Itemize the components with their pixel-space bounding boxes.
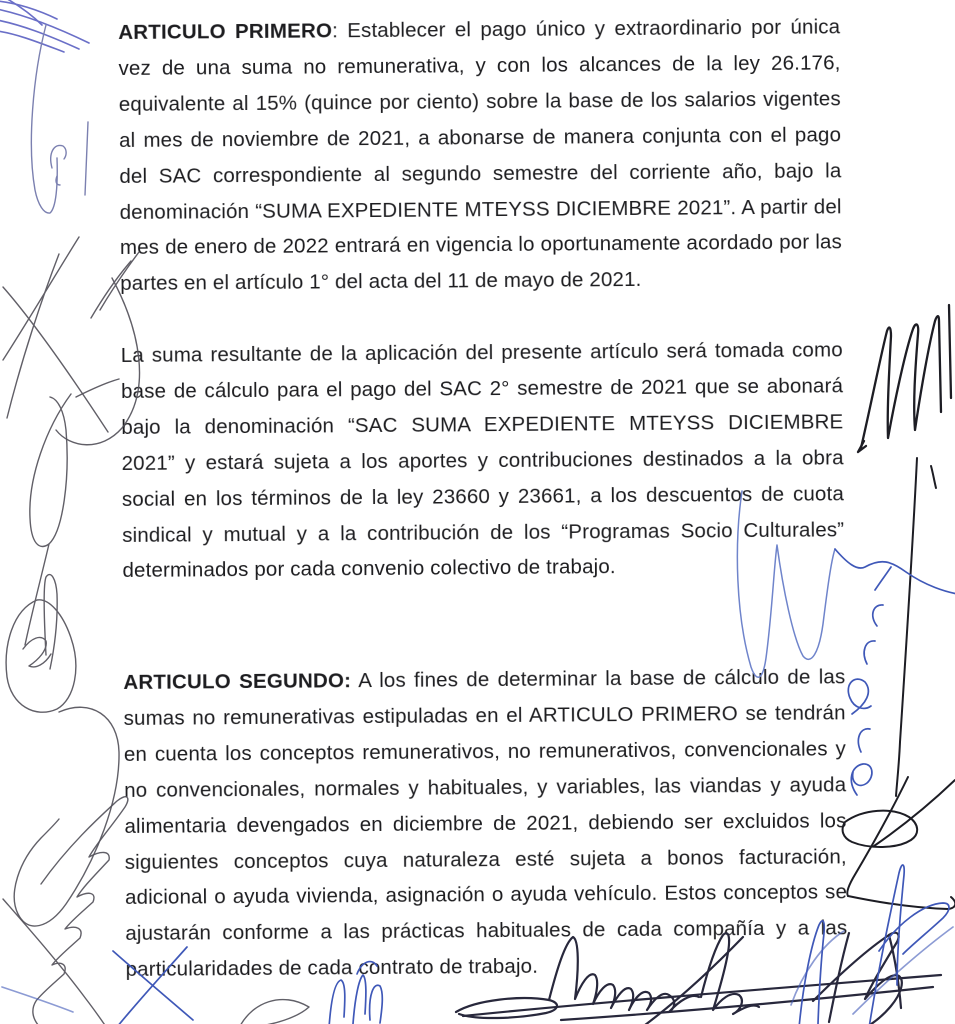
paragraph-two-body: La suma resultante de la aplicación del presente artículo será tomada como base de cálculo para el pago del SAC 2° semestre de 2021 que se abonará bajo la denominación “SAC SUMA EXPEDIENTE MTEYSS DICIEMBRE 2021” y estará sujeta a los aportes y contribuciones destinados a la obra social en los términos de la ley 23660 y 23661, a los descuentos de cuota sindical y mutual y a la contribución de los “Programas Socio Culturales” determinados por cada convenio colectivo de trabajo. — [120, 338, 845, 583]
signature-flourish-right — [843, 458, 955, 909]
signature-black-right-upper — [858, 305, 951, 452]
signature-scribble-left-upper — [31, 25, 88, 213]
article-segundo-heading: ARTICULO SEGUNDO: — [123, 669, 352, 694]
document-body-text — [118, 0, 848, 1024]
signature-scribble-left-mid — [3, 237, 140, 445]
article-primero-heading: ARTICULO PRIMERO — [118, 19, 333, 44]
paragraph-articulo-segundo — [123, 659, 848, 988]
article-primero-body: : Establecer el pago único y extraordinario por única vez de una suma no remunerativa, y con los alcances de la ley 26.176, equivalente al 15% (quince por ciento) sobre la base de los salarios vigentes al mes de noviembre de 2021, a abonarse de manera conjunta con el pago del SAC correspondiente al segundo semestre del corriente año, bajo la denominación “SUMA EXPEDIENTE MTEYSS DICIEMBRE 2021”. A partir del mes de enero de 2022 entrará en vigencia lo oportunamente acordado por las partes en el artículo 1° del acta del 11 de mayo de 2021. — [118, 15, 843, 296]
signature-scribble-left-lower — [6, 379, 119, 926]
paragraph-articulo-primero — [118, 9, 842, 302]
signature-scribble-top-left — [0, 0, 89, 52]
paragraph-suma-resultante — [121, 332, 845, 589]
article-segundo-body: A los fines de determinar la base de cálculo de las sumas no remunerativas estipuladas en el ARTICULO PRIMERO se tendrán en cuenta los conceptos remunerativos, no remunerativos, convencionales y no convencionales, normales y habituales, y variables, las viandas y ayuda alimentaria devengados en diciembre de 2021, debiendo ser excluidos los siguientes conceptos cuya naturaleza esté sujeta a bonos facturación, adicional o ayuda vivienda, asignación o ayuda vehículo. Estos conceptos se ajustarán conforme a las prácticas habituales de cada compañía y a las particularidades de cada contrato de trabajo. — [123, 665, 848, 982]
